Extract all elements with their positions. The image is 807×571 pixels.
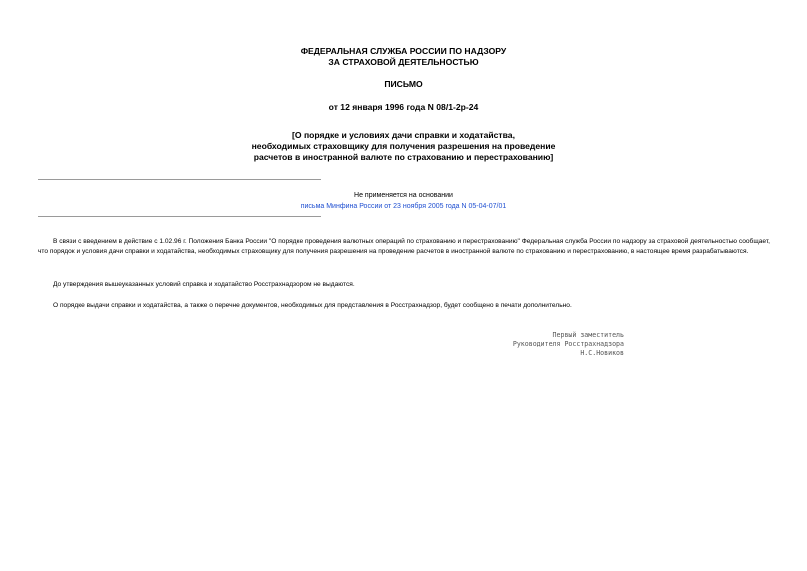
notice-link[interactable]: письма Минфина России от 23 ноября 2005 года N 05-04-07/01	[300, 203, 507, 210]
agency-name-line1: ФЕДЕРАЛЬНАЯ СЛУЖБА РОССИИ ПО НАДЗОРУ	[300, 46, 507, 56]
signature-block	[420, 331, 624, 357]
body-paragraph-3: О порядке выдачи справки и ходатайства, а также о перечне документов, необходимых для представления в Росстрахнадзор, будет сообщено в печати дополнительно.	[53, 302, 572, 309]
subject-line3: расчетов в иностранной валюте по страхованию и перестрахованию]	[253, 152, 554, 162]
signature-position: Руководителя Росстрахнадзора	[512, 339, 624, 348]
document-subject	[0, 130, 807, 163]
document-date-number: от 12 января 1996 года N 08/1-2р-24	[328, 102, 479, 112]
subject-line2: необходимых страховщику для получения разрешения на проведение	[251, 141, 556, 151]
divider-top	[38, 179, 321, 180]
document-type: ПИСЬМО	[384, 79, 423, 89]
signature-name: Н.С.Новиков	[580, 348, 624, 357]
status-notice	[0, 190, 807, 212]
agency-name-line2: ЗА СТРАХОВОЙ ДЕЯТЕЛЬНОСТЬЮ	[328, 57, 479, 67]
signature-title: Первый заместитель	[552, 331, 624, 339]
body-paragraph-1: В связи с введением в действие с 1.02.96 г. Положения Банка России "О порядке проведения валютных операций по страхованию и перестрахованию" Федеральная служба России по надзору за страховой деятельностью сообщает, что порядок и условия дачи справки и ходатайства, необходимых страховщику для получения разрешения на проведение расчетов в иностранной валюте по страхованию и перестрахованию, в настоящее время разрабатываются.	[38, 238, 770, 256]
notice-text: Не применяется на основании	[354, 192, 453, 199]
body-paragraph-2: До утверждения вышеуказанных условий справка и ходатайство Росстрахнадзором не выдаются.	[53, 281, 355, 288]
divider-bottom	[38, 216, 321, 217]
document-header	[0, 46, 807, 113]
subject-line1: [О порядке и условиях дачи справки и ходатайства,	[292, 130, 515, 140]
